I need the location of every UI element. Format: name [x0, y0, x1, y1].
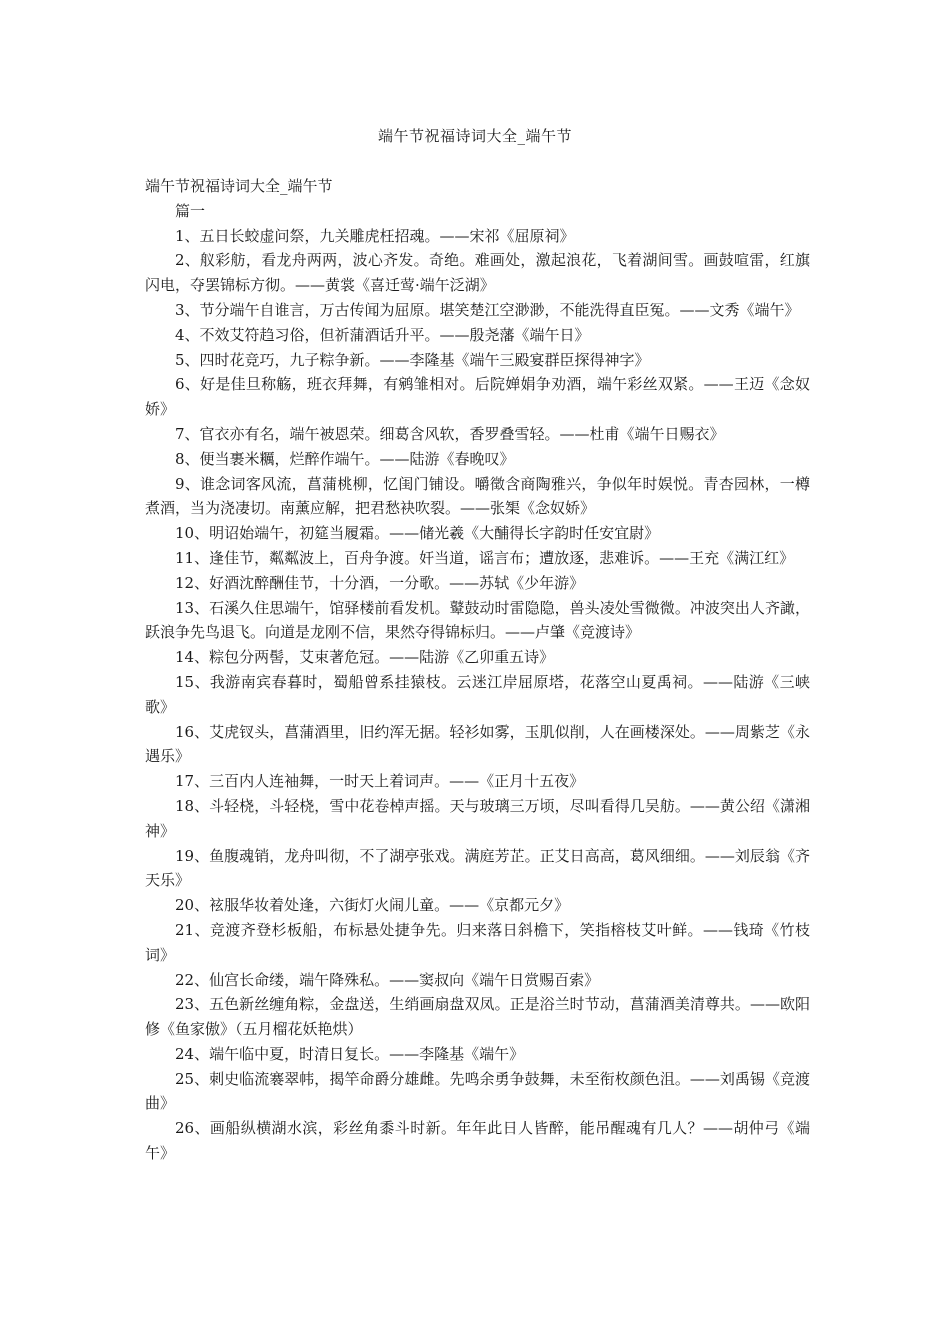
poem-line: 19、鱼腹魂销，龙舟叫彻，不了湖亭张戏。满庭芳芷。正艾日高高，葛风细细。——刘辰翁《齐天乐》	[145, 846, 810, 890]
poem-line: 18、斗轻桡，斗轻桡，雪中花卷棹声摇。天与玻璃三万顷，尽叫看得几吴舫。——黄公绍《潇湘神》	[145, 796, 810, 840]
poem-line: 22、仙宫长命缕，端午降殊私。——窦叔向《端午日赏赐百索》	[175, 970, 600, 989]
poem-line: 1、五日长蛟虚问祭，九关雕虎枉招魂。——宋祁《屈原祠》	[175, 226, 575, 245]
poem-line: 26、画船纵横湖水滨，彩丝角黍斗时新。年年此日人皆醉，能吊醒魂有几人？——胡仲弓《端午》	[145, 1119, 810, 1163]
poem-line: 2、舣彩舫，看龙舟两两，波心齐发。奇绝。难画处，激起浪花，飞着湖间雪。画鼓喧雷，红旗闪电，夺罢锦标方彻。——黄裳《喜迁莺·端午泛湖》	[145, 251, 810, 295]
poem-line: 21、竞渡齐登杉板船，布标悬处捷争先。归来落日斜檐下，笑指榕枝艾叶鲜。——钱琦《竹枝词》	[145, 920, 810, 964]
poem-line: 14、粽包分两髻，艾束著危冠。——陆游《乙卯重五诗》	[175, 648, 555, 667]
document-subtitle: 端午节祝福诗词大全_端午节	[145, 177, 333, 195]
poem-line: 5、四时花竞巧，九子粽争新。——李隆基《端午三殿宴群臣探得神字》	[175, 350, 650, 369]
section-heading: 篇一	[175, 201, 206, 220]
poem-line: 8、便当裹米糲，烂醉作端午。——陆游《春晚叹》	[175, 449, 515, 468]
poem-line: 10、明诏始端午，初筵当履霜。——储光羲《大酺得长字韵时任安宜尉》	[175, 524, 660, 543]
poem-line: 25、刺史临流褰翠帏，揭竿命爵分雄雌。先鸣余勇争鼓舞，未至衔枚颜色沮。——刘禹锡《竞渡曲》	[145, 1069, 810, 1113]
poem-line: 7、官衣亦有名，端午被恩荣。细葛含风软，香罗叠雪轻。——杜甫《端午日赐衣》	[175, 424, 725, 443]
poem-line: 20、袨服华妆着处逢，六街灯火闹儿童。——《京都元夕》	[175, 896, 570, 915]
poem-line: 23、五色新丝缠角粽，金盘送，生绡画扇盘双凤。正是浴兰时节动，菖蒲酒美清尊共。——欧阳修《鱼家傲》（五月榴花妖艳烘）	[145, 995, 810, 1039]
poem-line: 12、好酒沈醉酬佳节，十分酒，一分歌。——苏轼《少年游》	[175, 573, 585, 592]
poem-line: 11、逢佳节，粼粼波上，百舟争渡。奸当道，谣言布；遭放逐，悲难诉。——王充《满江红》	[175, 548, 795, 567]
poem-line: 13、石溪久住思端午，馆驿楼前看发机。鼙鼓动时雷隐隐，兽头凌处雪微微。冲波突出人齐譀，跃浪争先鸟退飞。向道是龙刚不信，果然夺得锦标归。——卢肇《竞渡诗》	[145, 598, 810, 642]
poem-line: 15、我游南宾春暮时，蜀船曾系挂猿枝。云迷江岸屈原塔，花落空山夏禹祠。——陆游《三峡歌》	[145, 672, 810, 716]
poem-line: 3、节分端午自谁言，万古传闻为屈原。堪笑楚江空渺渺，不能洗得直臣冤。——文秀《端午》	[175, 300, 800, 319]
document-body	[145, 174, 810, 1166]
poem-line: 6、好是佳旦称觞，班衣拜舞，有鹓雏相对。后院婵娟争劝酒，端午彩丝双紧。——王迈《念奴娇》	[145, 375, 810, 419]
poem-line: 17、三百内人连袖舞，一时天上着词声。——《正月十五夜》	[175, 772, 585, 791]
poem-line: 4、不效艾符趋习俗，但祈蒲酒话升平。——殷尧藩《端午日》	[175, 325, 590, 344]
poem-line: 16、艾虎钗头，菖蒲酒里，旧约浑无据。轻衫如雾，玉肌似削，人在画楼深处。——周紫芝《永遇乐》	[145, 722, 810, 766]
document-title: 端午节祝福诗词大全_端午节	[377, 127, 572, 145]
poem-line: 9、谁念词客风流，菖蒲桃柳，忆闺门铺设。嚼徵含商陶雅兴，争似年时娱悦。青杏园林，一樽煮酒，当为浇凄切。南薰应解，把君愁袂吹裂。——张榘《念奴娇》	[145, 474, 810, 518]
poem-line: 24、端午临中夏，时清日复长。——李隆基《端午》	[175, 1044, 525, 1063]
